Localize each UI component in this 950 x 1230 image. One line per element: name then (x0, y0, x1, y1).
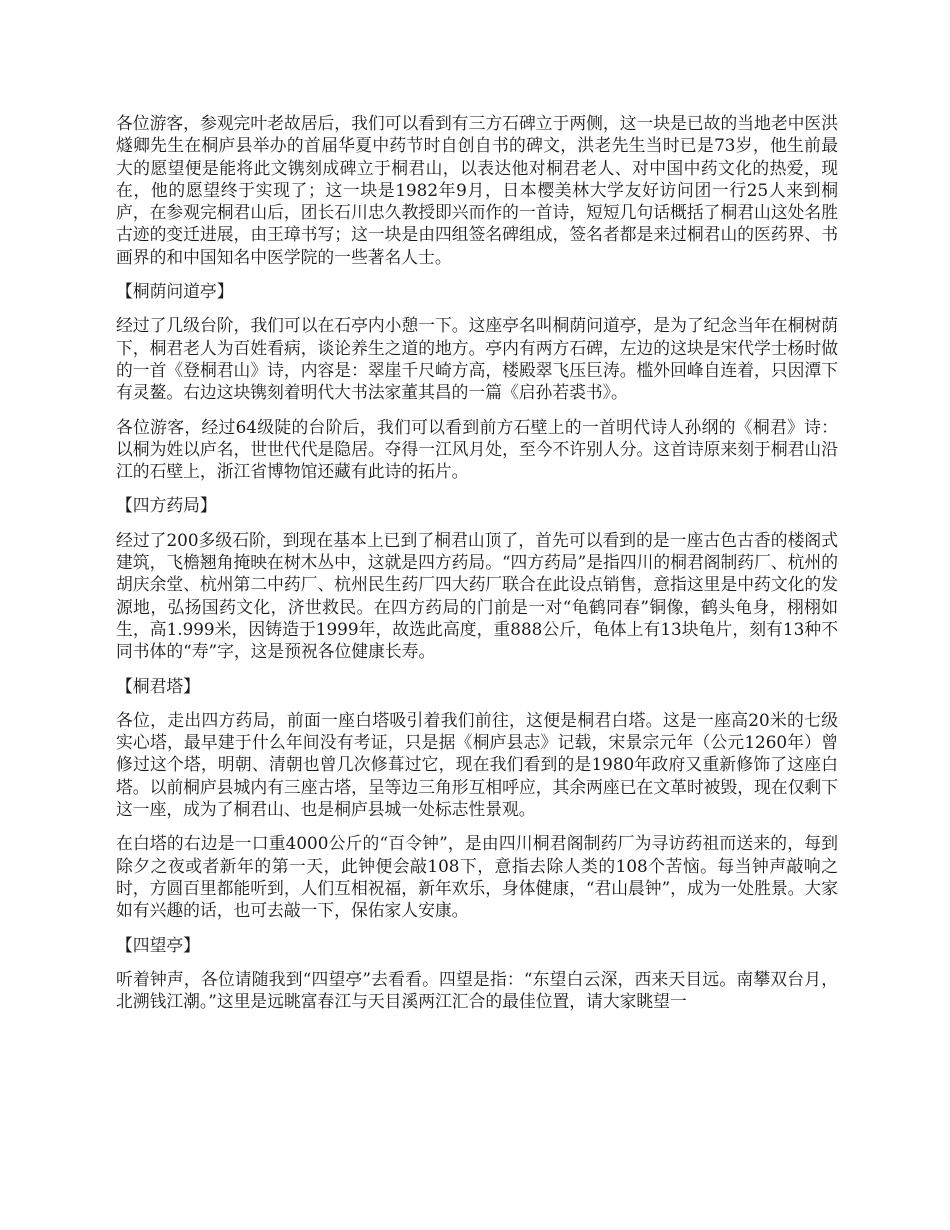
paragraph-bell: 在白塔的右边是一口重4000公斤的“百令钟”，是由四川桐君阁制药厂为寻访药祖而送来的，每到除夕之夜或者新年的第一天，此钟便会敲108下，意指去除人类的108个苦恼。每当钟声敲响之时，方圆百里都能听到，人们互相祝福，新年欢乐，身体健康，“君山晨钟”，成为一处胜景。大家如有兴趣的话，也可去敲一下，保佑家人安康。 (116, 833, 838, 921)
heading-sifang-pharmacy: 【四方药局】 (116, 495, 217, 516)
paragraph-intro-steles: 各位游客，参观完叶老故居后，我们可以看到有三方石碑立于两侧，这一块是已故的当地老中医洪燧卿先生在桐庐县举办的首届华夏中药节时自创自书的碑文，洪老先生当时已是73岁，他生前最大的愿望便是能将此文镌刻成碑立于桐君山，以表达他对桐君老人、对中国中药文化的热爱，现在，他的愿望终于实现了；这一块是1982年9月，日本樱美林大学友好访问团一行25人来到桐庐，在参观完桐君山后，团长石川忠久教授即兴而作的一首诗，短短几句话概括了桐君山这处名胜古迹的变迁进展，由王璋书写；这一块是由四组签名碑组成，签名者都是来过桐君山的医药界、书画界的和中国知名中医学院的一些著名人士。 (116, 113, 838, 267)
paragraph-poem-tongjun: 各位游客，经过64级陡的台阶后，我们可以看到前方石壁上的一首明代诗人孙纲的《桐君》诗：以桐为姓以庐名，世世代代是隐居。夺得一江风月处，至今不许别人分。这首诗原来刻于桐君山沿江的石壁上，浙江省博物馆还藏有此诗的拓片。 (116, 416, 838, 482)
heading-tongjun-pagoda: 【桐君塔】 (116, 675, 200, 696)
heading-tongyin-wendao-pavilion: 【桐荫问道亭】 (116, 281, 234, 302)
paragraph-siwang: 听着钟声，各位请随我到“四望亭”去看看。四望是指：“东望白云深，西来天目远。南攀双台月，北溯钱江潮。”这里是远眺富春江与天目溪两江汇合的最佳位置，请大家眺望一 (116, 968, 838, 1012)
paragraph-pavilion: 经过了几级台阶，我们可以在石亭内小憩一下。这座亭名叫桐荫问道亭，是为了纪念当年在桐树荫下，桐君老人为百姓看病，谈论养生之道的地方。亭内有两方石碑，左边的这块是宋代学士杨时做的一首《登桐君山》诗，内容是：翠崖千尺崎方高，楼殿翠飞压巨涛。槛外回峰自连着，只因潭下有灵鳌。右边这块镌刻着明代大书法家董其昌的一篇《启孙若裘书》。 (116, 315, 838, 403)
paragraph-pharmacy: 经过了200多级石阶，到现在基本上已到了桐君山顶了，首先可以看到的是一座古色古香的楼阁式建筑，飞檐翘角掩映在树木丛中，这就是四方药局。“四方药局”是指四川的桐君阁制药厂、杭州的胡庆余堂、杭州第二中药厂、杭州民生药厂四大药厂联合在此设点销售，意指这里是中药文化的发源地，弘扬国药文化，济世救民。在四方药局的门前是一对“龟鹤同春”铜像，鹤头龟身，栩栩如生，高1.999米，因铸造于1999年，故选此高度，重888公斤，龟体上有13块龟片，刻有13种不同书体的“寿”字，这是预祝各位健康长寿。 (116, 529, 838, 662)
document-body (116, 112, 838, 1024)
paragraph-pagoda: 各位，走出四方药局，前面一座白塔吸引着我们前往，这便是桐君白塔。这是一座高20米的七级实心塔，最早建于什么年间没有考证，只是据《桐庐县志》记载，宋景宗元年（公元1260年）曾修过这个塔，明朝、清朝也曾几次修葺过它，现在我们看到的是1980年政府又重新修饰了这座白塔。以前桐庐县城内有三座古塔，呈等边三角形互相呼应，其余两座已在文革时被毁，现在仅剩下这一座，成为了桐君山、也是桐庐县城一处标志性景观。 (116, 709, 838, 820)
heading-siwang-pavilion: 【四望亭】 (116, 934, 200, 955)
